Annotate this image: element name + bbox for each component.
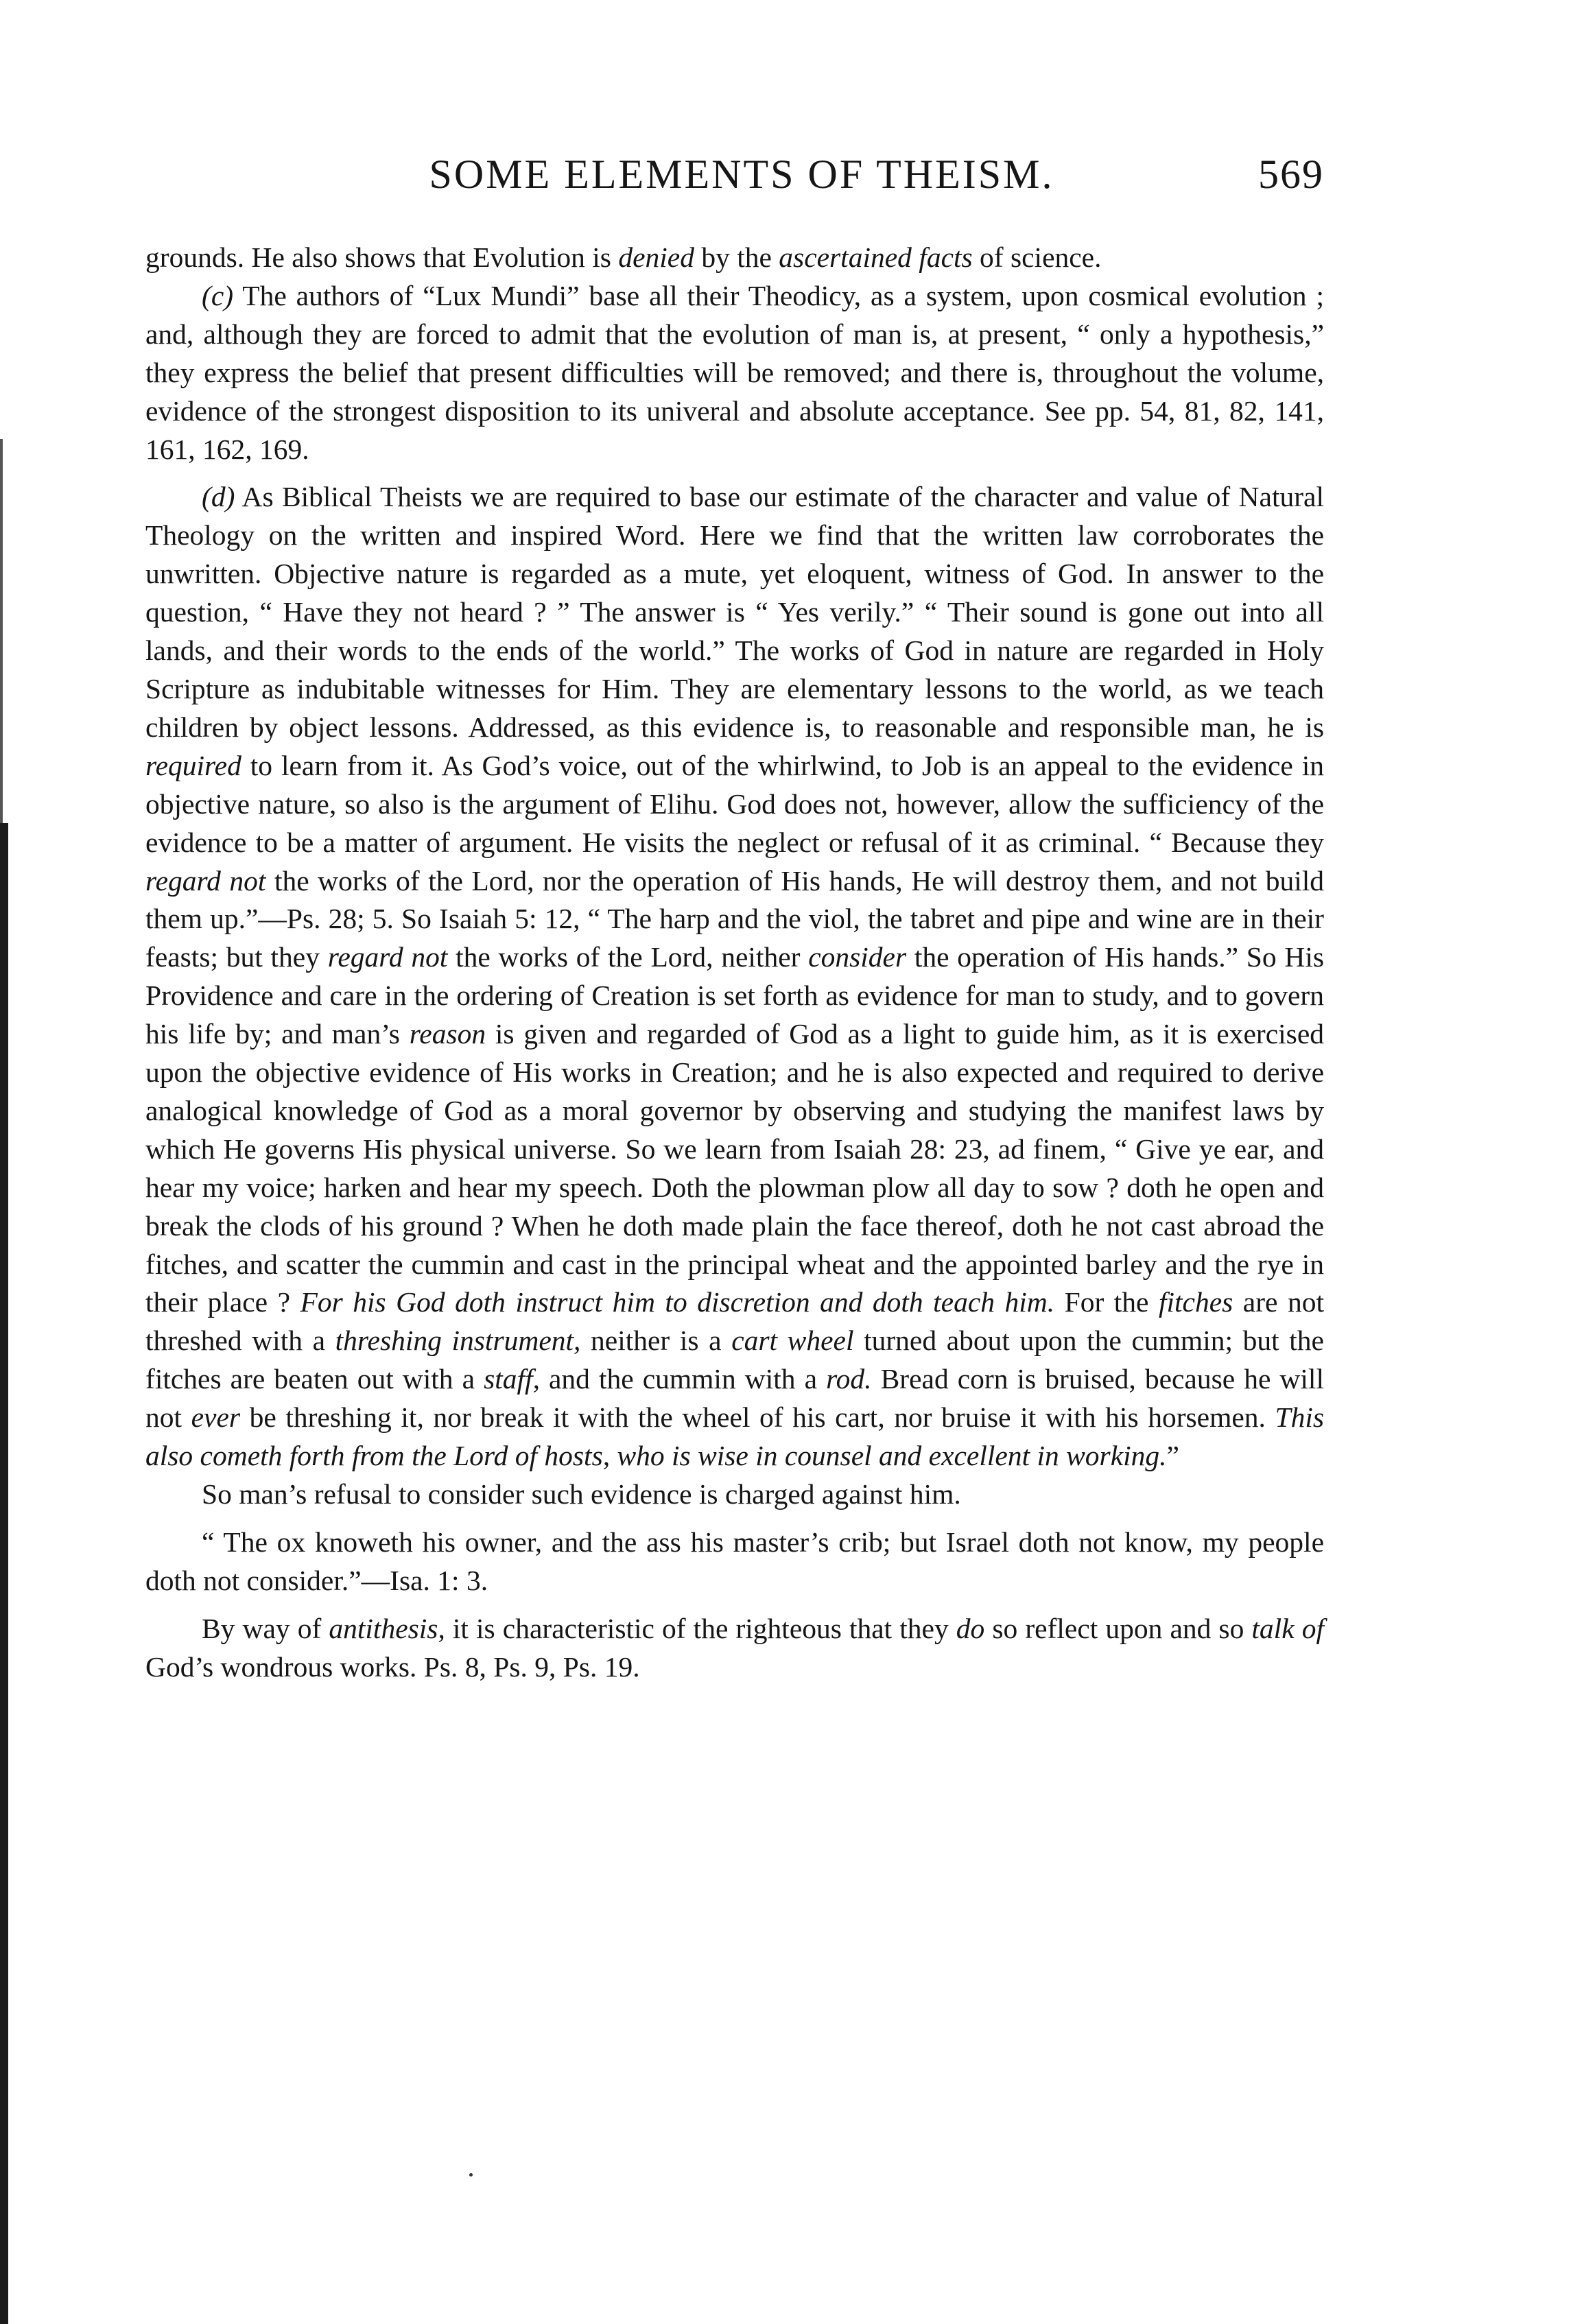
italic-run: denied	[618, 241, 694, 273]
text-run: be threshing it, nor break it with the wheel of his cart, nor bruise it with his horsemen.	[240, 1401, 1275, 1434]
paragraph-ox-knoweth	[145, 1523, 1324, 1600]
italic-run: staff,	[484, 1363, 540, 1395]
running-title: SOME ELEMENTS OF THEISM.	[429, 152, 1054, 197]
paragraph-d-biblical-theists	[145, 478, 1324, 1475]
book-page	[145, 144, 1324, 1687]
paragraph-evolution-denied	[145, 239, 1324, 277]
text-run: the works of the Lord, neither	[447, 941, 809, 973]
text-run: “ The ox knoweth his owner, and the ass his master’s crib; but Israel doth not know, my people doth not consider.”—Isa. 1: 3.	[145, 1526, 1324, 1596]
body-text	[145, 239, 1324, 1687]
text-run: God’s wondrous works. Ps. 8, Ps. 9, Ps. 19.	[145, 1650, 640, 1683]
italic-run: threshing instrument,	[335, 1325, 581, 1357]
text-run: of science.	[972, 241, 1102, 273]
stray-ink-dot	[469, 2173, 473, 2177]
binding-edge	[0, 823, 8, 2324]
text-run: grounds. He also shows that Evolution is	[145, 241, 619, 273]
running-head	[145, 144, 1324, 213]
italic-run: (d)	[202, 481, 235, 513]
italic-run: regard not	[145, 864, 266, 897]
text-run: So man’s refusal to consider such evidence is charged against him.	[202, 1478, 961, 1510]
text-run: ”	[1166, 1440, 1179, 1472]
italic-run: fitches	[1158, 1286, 1233, 1318]
page-number: 569	[1258, 152, 1324, 197]
text-run: it is characteristic of the righteous that they	[445, 1612, 956, 1644]
italic-run: required	[145, 749, 241, 781]
paragraph-c-lux-mundi	[145, 277, 1324, 469]
text-run: Bread corn is bruised, because he will not	[145, 1363, 1324, 1434]
text-run: by the	[694, 241, 779, 273]
italic-run: (c)	[202, 279, 234, 311]
text-run: turned about upon the cummin; but the fitches are beaten out with a	[145, 1325, 1324, 1395]
italic-run: rod.	[826, 1363, 872, 1395]
text-run: By way of	[202, 1612, 329, 1644]
paragraph-refusal-charged	[145, 1475, 1324, 1514]
page-edge-shadow	[0, 439, 3, 823]
italic-run: regard not	[327, 941, 448, 973]
text-run: For the	[1054, 1286, 1159, 1318]
italic-run: cart wheel	[731, 1325, 854, 1357]
text-run: are not threshed with a	[145, 1286, 1324, 1357]
italic-run: reason	[409, 1018, 486, 1050]
italic-run: ever	[191, 1401, 241, 1434]
italic-run: ascertained facts	[779, 241, 973, 273]
italic-run: antithesis,	[329, 1612, 445, 1644]
text-run: the works of the Lord, nor the operation of His hands, He will destroy them, and not build them up.”—Ps. 28; 5. So Isaiah 5: 12, “ The harp and the viol, the tabret and pipe and wine are in their feasts; but they	[145, 864, 1325, 973]
italic-run: This also cometh forth from the Lord of hosts, who is wise in counsel and excellent in working.	[145, 1401, 1324, 1472]
text-run: and the cummin with a	[539, 1363, 827, 1395]
italic-run: do	[956, 1612, 985, 1644]
italic-run: For his God doth instruct him to discretion and doth teach him.	[300, 1286, 1055, 1318]
text-run: the operation of His hands.” So His Providence and care in the ordering of Creation is set forth as evidence for man to study, and to govern his life by; and man’s	[145, 941, 1325, 1050]
italic-run: consider	[808, 941, 907, 973]
text-run: The authors of “Lux Mundi” base all their Theodicy, as a system, upon cosmical evolution ; and, although they are forced to admit that the evolution of man is, at present, “ only a hypothesis,” they express the belief that present difficulties will be removed; and there is, throughout the volume, evidence of the strongest disposition to its univeral and absolute acceptance. See pp. 54, 81, 82, 141, 161, 162, 169.	[145, 279, 1324, 465]
text-run: neither is a	[580, 1325, 732, 1357]
text-run: is given and regarded of God as a light to guide him, as it is exercised upon the objective evidence of His works in Creation; and he is also expected and required to derive analogical knowledge of God as a moral governor by observing and studying the manifest laws by which He governs His physical universe. So we learn from Isaiah 28: 23, ad finem, “ Give ye ear, and hear my voice; harken and hear my speech. Doth the plowman plow all day to sow ? doth he open and break the clods of his ground ? When he doth made plain the face thereof, doth he not cast abroad the fitches, and scatter the cummin and cast in the principal wheat and the appointed barley and the rye in their place ?	[145, 1018, 1324, 1318]
italic-run: talk of	[1251, 1612, 1324, 1644]
text-run: so reflect upon and so	[984, 1612, 1252, 1644]
paragraph-antithesis	[145, 1610, 1324, 1687]
text-run: As Biblical Theists we are required to base our estimate of the character and value of Natural Theology on the written and inspired Word. Here we find that the written law corroborates the unwritten. Objective nature is regarded as a mute, yet eloquent, witness of God. In answer to the question, “ Have they not heard ? ” The answer is “ Yes verily.” “ Their sound is gone out into all lands, and their words to the ends of the world.” The works of God in nature are regarded in Holy Scripture as indubitable witnesses for Him. They are elementary lessons to the world, as we teach children by object lessons. Addressed, as this evidence is, to reasonable and responsible man, he is	[145, 481, 1324, 743]
text-run: to learn from it. As God’s voice, out of the whirlwind, to Job is an appeal to the evidence in objective nature, so also is the argument of Elihu. God does not, however, allow the sufficiency of the evidence to be a matter of argument. He visits the neglect or refusal of it as criminal. “ Because they	[145, 749, 1324, 858]
